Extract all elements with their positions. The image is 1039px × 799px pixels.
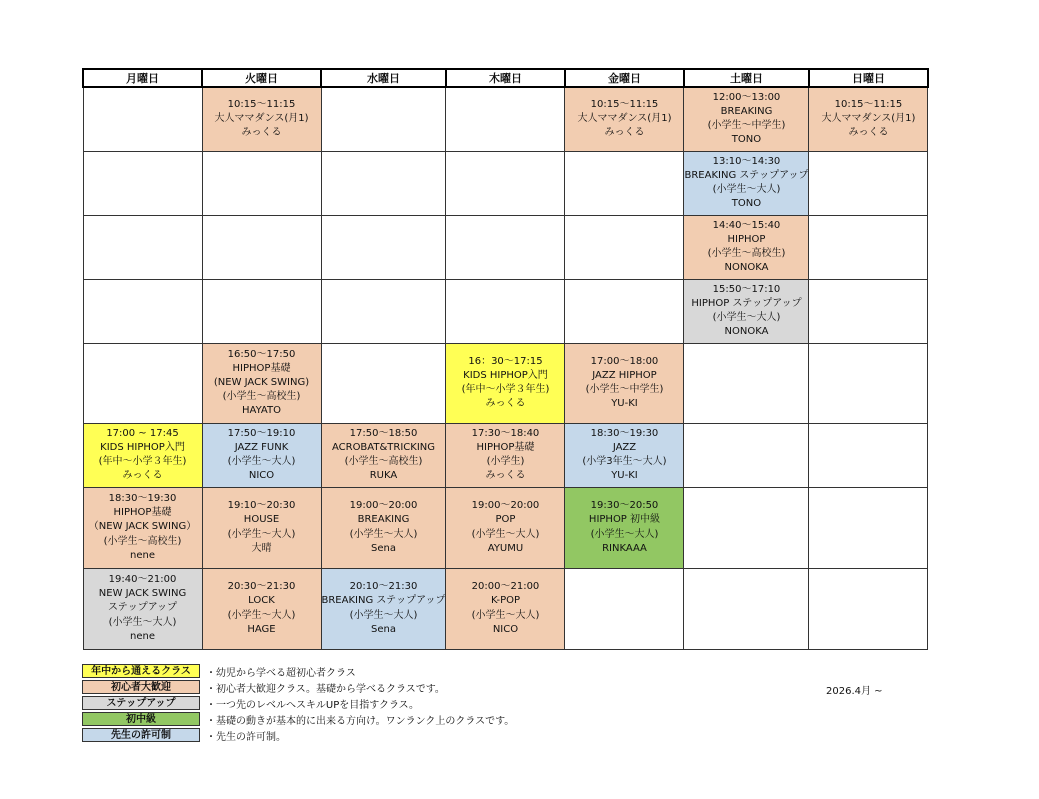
class-line: 17:30～18:40 [471,427,540,439]
schedule-row [83,151,928,215]
class-slot-sat [684,151,809,215]
day-header-fri: 金曜日 [565,69,684,87]
class-line: みっくる [241,127,282,139]
class-line: (小学生) [486,456,525,467]
class-line: (小学生～大人) [349,609,418,621]
class-line: ACROBAT&TRICKING [331,441,435,453]
class-slot-wed [321,568,446,649]
class-line: 17:00～18:00 [590,355,659,367]
class-line: 10:15～11:15 [834,98,903,110]
class-line: みっくる [848,127,889,139]
class-line: NONOKA [724,326,769,338]
class-line: 18:30～19:30 [108,493,177,505]
class-line: 16:50～17:50 [227,348,296,360]
class-line: JAZZ [612,441,637,453]
class-line: (小学生～大人) [227,609,296,621]
empty-slot-sun [809,487,928,568]
class-line: (NEW JACK SWING) [213,376,310,388]
class-slot-thu [446,423,565,487]
empty-slot-tue [202,215,321,279]
legend-description: ・幼児から学べる超初心者クラス [206,667,356,679]
class-line: 大人ママダンス(月1) [577,113,672,125]
class-slot-mon [83,487,202,568]
class-line: TONO [731,198,762,210]
class-slot-tue [202,487,321,568]
class-line: HAYATO [242,405,281,417]
empty-slot-sat [684,343,809,423]
schedule-row [83,87,928,151]
class-slot-sun [809,87,928,151]
empty-slot-fri [565,279,684,343]
class-line: KIDS HIPHOP入門 [100,441,185,453]
class-line: YU-KI [611,470,638,482]
class-line: (小学生～大人) [712,184,781,195]
class-line: (小学生～大人) [471,609,540,621]
class-line: 20:30～21:30 [227,581,296,593]
class-line: 19:00～20:00 [349,500,418,512]
schedule-row [83,279,928,343]
class-line: (小学3年生～大人) [582,456,667,467]
class-line: (年中～小学３年生) [98,456,187,467]
schedule-row [83,423,928,487]
class-line: 19:10～20:30 [227,500,296,512]
legend-row [82,711,514,727]
empty-slot-sun [809,279,928,343]
class-slot-sat [684,215,809,279]
class-slot-tue [202,568,321,649]
legend-description: ・先生の許可制。 [206,731,286,743]
empty-slot-mon [83,279,202,343]
class-slot-mon [83,568,202,649]
day-header-sun: 日曜日 [809,69,928,87]
empty-slot-sun [809,151,928,215]
class-line: みっくる [485,398,526,410]
class-line: (小学生～大人) [712,312,781,323]
class-line: みっくる [485,470,526,482]
empty-slot-thu [446,215,565,279]
class-line: 20:00～21:00 [471,581,540,593]
class-line: NONOKA [724,262,769,274]
class-line: BREAKING ステップアップ [684,169,809,181]
class-line: 17:00 ~ 17:45 [106,427,179,439]
empty-slot-tue [202,279,321,343]
legend-description: ・基礎の動きが基本的に出来る方向け。ワンランク上のクラスです。 [206,715,515,727]
class-line: (小学生～大人) [471,528,540,540]
class-line: HOUSE [243,514,280,526]
empty-slot-mon [83,87,202,151]
class-line: 20:10～21:30 [349,581,418,593]
class-line: (小学生～中学生) [707,120,786,132]
class-line: 大晴 [251,542,272,554]
schedule-row [83,343,928,423]
class-line: 19:00～20:00 [471,500,540,512]
class-line: (年中～小学３年生) [461,384,550,395]
empty-slot-tue [202,151,321,215]
class-slot-fri [565,487,684,568]
class-slot-fri [565,423,684,487]
class-line: 19:30～20:50 [590,500,659,512]
class-slot-sat [684,279,809,343]
day-header-mon: 月曜日 [83,69,202,87]
class-line: (小学生～大人) [108,616,177,628]
legend-description: ・初心者大歓迎クラス。基礎から学べるクラスです。 [206,683,445,695]
empty-slot-wed [321,151,446,215]
class-line: POP [495,514,516,526]
class-line: YU-KI [611,398,638,410]
empty-slot-fri [565,568,684,649]
class-line: BREAKING [357,514,410,526]
class-slot-tue [202,87,321,151]
empty-slot-mon [83,151,202,215]
class-line: RINKAAA [602,542,647,554]
class-line: HIPHOP 初中級 [588,514,661,526]
legend-row [82,679,514,695]
class-line: 14:40～15:40 [712,219,781,231]
class-line: (小学生～高校生) [222,391,301,403]
class-slot-fri [565,343,684,423]
class-line: (小学生～大人) [349,528,418,540]
day-header-tue: 火曜日 [202,69,321,87]
empty-slot-sat [684,487,809,568]
empty-slot-sun [809,568,928,649]
class-line: (小学生～大人) [227,456,296,467]
class-line: TONO [731,134,762,146]
class-line: NICO [492,623,519,635]
empty-slot-thu [446,151,565,215]
empty-slot-wed [321,343,446,423]
class-line: nene [130,630,155,642]
class-line: 12:00～13:00 [712,91,781,103]
class-line: 15:50～17:10 [712,283,781,295]
class-line: Sena [371,542,396,554]
empty-slot-sun [809,215,928,279]
class-line: RUKA [369,470,398,482]
class-line: HIPHOP [727,233,766,245]
class-line: HIPHOP基礎 [476,441,535,453]
class-line: BREAKING [720,106,773,118]
day-header-sat: 土曜日 [684,69,809,87]
day-header-wed: 水曜日 [321,69,446,87]
class-slot-thu [446,568,565,649]
class-line: 18:30～19:30 [590,427,659,439]
class-line: (小学生～高校生) [103,535,182,547]
class-line: K-POP [490,595,521,607]
class-line: みっくる [604,127,645,139]
schedule-row [83,215,928,279]
class-slot-wed [321,423,446,487]
empty-slot-sun [809,423,928,487]
class-line: (小学生～大人) [227,528,296,540]
empty-slot-fri [565,215,684,279]
schedule-row [83,487,928,568]
legend-row [82,727,514,743]
class-line: 13:10～14:30 [712,155,781,167]
empty-slot-wed [321,279,446,343]
empty-slot-mon [83,215,202,279]
class-line: HIPHOP基礎 [113,507,172,519]
class-line: 10:15～11:15 [590,98,659,110]
legend-row [82,695,514,711]
empty-slot-wed [321,87,446,151]
empty-slot-thu [446,87,565,151]
effective-date: 2026.4月 ~ [826,686,883,697]
legend-description: ・一つ先のレベルへスキルUPを目指すクラス。 [206,699,419,711]
class-line: 大人ママダンス(月1) [214,113,309,125]
class-line: 大人ママダンス(月1) [821,113,916,125]
class-line: AYUMU [487,542,524,554]
empty-slot-sat [684,568,809,649]
legend-label: ステップアップ [82,696,200,710]
class-line: 17:50～18:50 [349,427,418,439]
class-line: HAGE [247,623,276,635]
day-header-thu: 木曜日 [446,69,565,87]
class-line: （NEW JACK SWING） [88,521,197,533]
class-line: LOCK [248,595,275,607]
legend-label: 年中から通えるクラス [82,664,200,678]
class-slot-sat [684,87,809,151]
class-line: nene [130,549,155,561]
weekly-schedule-table [82,68,929,650]
empty-slot-sat [684,423,809,487]
color-legend [82,663,514,743]
class-slot-mon [83,423,202,487]
class-line: HIPHOP基礎 [232,362,291,374]
class-line: 17:50～19:10 [227,427,296,439]
class-line: Sena [371,623,396,635]
legend-label: 先生の許可制 [82,728,200,742]
class-line: (小学生～高校生) [344,456,423,467]
class-line: (小学生～中学生) [585,384,664,395]
class-line: 16：30～17:15 [468,355,543,367]
class-slot-thu [446,487,565,568]
class-slot-wed [321,487,446,568]
class-line: 19:40～21:00 [108,574,177,586]
empty-slot-sun [809,343,928,423]
legend-label: 初中級 [82,712,200,726]
empty-slot-wed [321,215,446,279]
class-slot-fri [565,87,684,151]
schedule-body [83,87,928,649]
schedule-row [83,568,928,649]
class-line: BREAKING ステップアップ [321,595,446,607]
class-line: KIDS HIPHOP入門 [463,369,548,381]
legend-label: 初心者大歓迎 [82,680,200,694]
class-line: NEW JACK SWING [98,588,187,600]
class-line: ステップアップ [107,602,178,614]
class-slot-tue [202,423,321,487]
class-slot-thu [446,343,565,423]
class-line: JAZZ FUNK [234,441,289,453]
empty-slot-mon [83,343,202,423]
class-line: NICO [248,470,275,482]
empty-slot-fri [565,151,684,215]
class-slot-tue [202,343,321,423]
class-line: 10:15～11:15 [227,98,296,110]
class-line: HIPHOP ステップアップ [691,297,802,309]
class-line: (小学生～高校生) [707,248,786,259]
empty-slot-thu [446,279,565,343]
legend-row [82,663,514,679]
class-line: JAZZ HIPHOP [592,369,657,381]
class-line: (小学生～大人) [590,528,659,540]
day-header-row [83,69,928,87]
class-line: みっくる [122,470,163,482]
